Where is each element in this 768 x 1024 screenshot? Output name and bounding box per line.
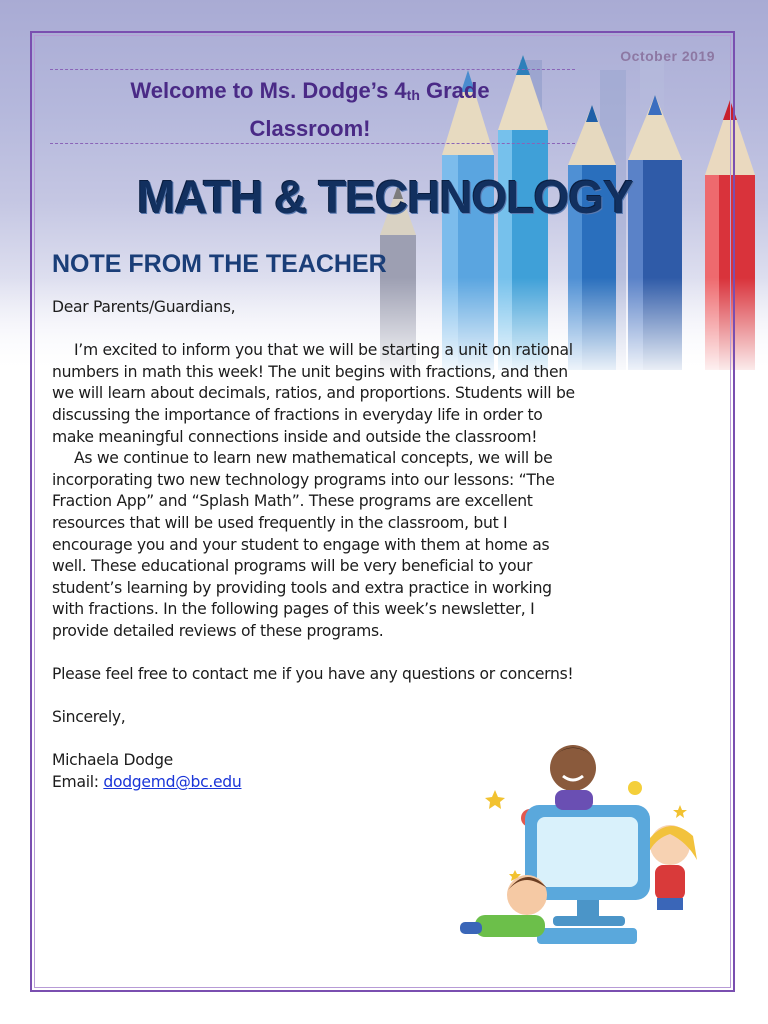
contact-text: Please feel free to contact me if you have any questions or concerns! <box>52 665 574 684</box>
welcome-line1-sup: th <box>406 87 420 103</box>
issue-date: October 2019 <box>620 48 715 64</box>
welcome-line1-post: Grade <box>419 78 490 103</box>
email-label: Email: <box>52 773 104 792</box>
email-link[interactable]: dodgemd@bc.edu <box>103 773 242 792</box>
paragraph-1-text: I’m excited to inform you that we will be starting a unit on rational numbers in math this week! The unit begins with fractions, and then we will learn about decimals, ratios, and proportions. Students will be discussing the importance of fractions in everyday life in order to make meaningful connections inside and outside the classroom! <box>52 341 575 446</box>
note-heading: NOTE FROM THE TEACHER <box>52 250 387 278</box>
welcome-line2: Classroom! <box>249 116 371 141</box>
divider-bottom <box>50 143 575 144</box>
salutation: Dear Parents/Guardians, <box>52 298 236 316</box>
banner-title: MATH & TECHNOLOGY <box>137 171 633 223</box>
welcome-line1-pre: Welcome to Ms. Dodge’s 4 <box>130 78 407 103</box>
teacher-letter <box>52 297 582 794</box>
paragraph-1 <box>52 340 582 448</box>
paragraph-2-text: As we continue to learn new mathematical concepts, we will be incorporating two new technology programs into our lessons: “The Fraction App” and “Splash Math”. These programs are excellent resources that will be used frequently in the classroom, but I encourage you and your student to engage with them at home as well. These educational programs will be very beneficial to your student’s learning by providing tools and extra practice in working with fractions. In the following pages of this week’s newsletter, I provide detailed reviews of these programs. <box>52 449 555 640</box>
closing: Sincerely, <box>52 708 126 727</box>
welcome-title <box>70 74 550 146</box>
divider-top <box>50 69 575 70</box>
paragraph-2 <box>52 448 582 642</box>
kids-with-computer-image <box>455 730 720 960</box>
signature-name: Michaela Dodge <box>52 751 173 770</box>
